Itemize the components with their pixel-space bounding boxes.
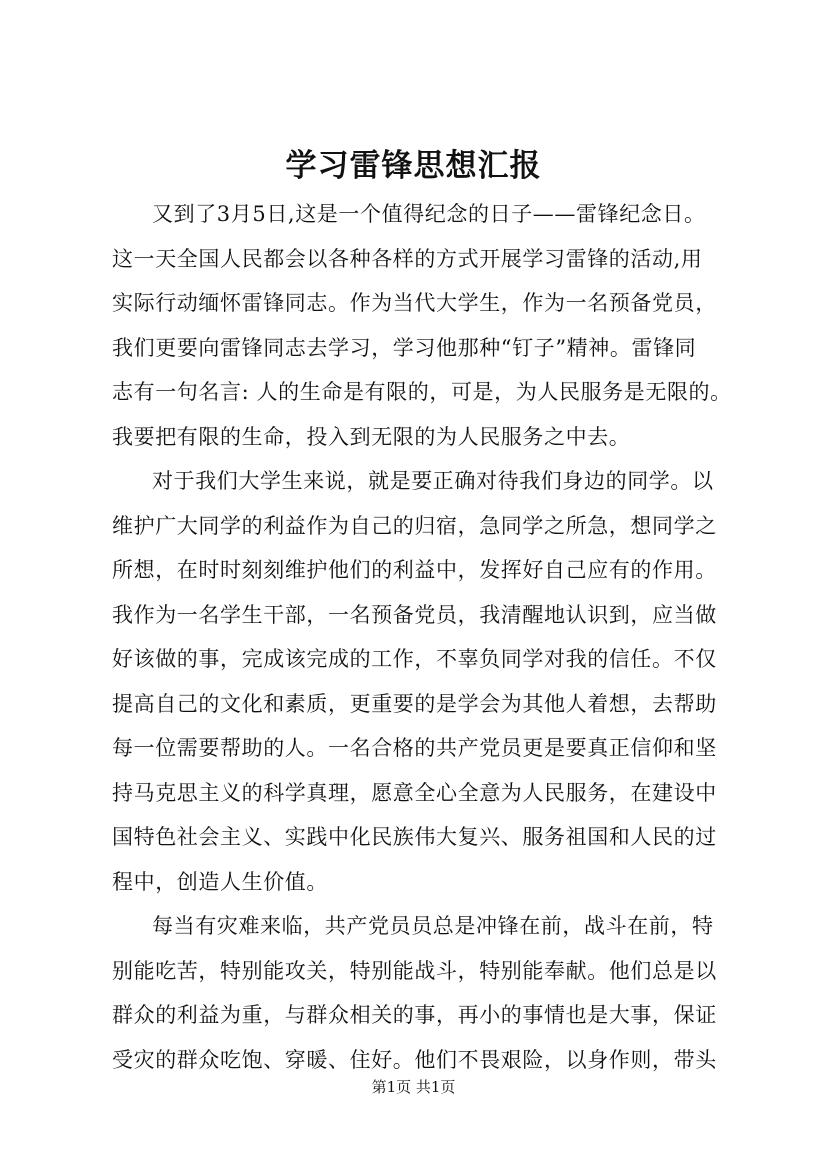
paragraph-3-line-3: 群众的利益为重，与群众相关的事，再小的事情也是大事，保证: [112, 1003, 717, 1027]
paragraph-1-line-3: 实际行动缅怀雷锋同志。作为当代大学生，作为一名预备党员，: [112, 291, 717, 315]
paragraph-1-line-5: 志有一句名言: 人的生命是有限的，可是，为人民服务是无限的。: [112, 380, 732, 404]
paragraph-2-line-5: 好该做的事，完成该完成的工作，不辜负同学对我的信任。不仅: [112, 647, 717, 671]
paragraph-1-line-1: 又到了3月5日,这是一个值得纪念的日子——雷锋纪念日。: [152, 202, 706, 226]
paragraph-1-line-6: 我要把有限的生命，投入到无限的为人民服务之中去。: [112, 424, 631, 449]
paragraph-1-line-4: 我们更要向雷锋同志去学习，学习他那种“钉子”精神。雷锋同: [112, 335, 697, 360]
paragraph-2-line-6: 提高自己的文化和素质，更重要的是学会为其他人着想，去帮助: [112, 691, 717, 716]
page-number-footer: 第1页 共1页: [371, 1078, 456, 1096]
paragraph-2-line-9: 国特色社会主义、实践中化民族伟大复兴、服务祖国和人民的过: [112, 825, 717, 849]
paragraph-3-line-1: 每当有灾难来临，共产党员员总是冲锋在前，战斗在前，特: [152, 914, 714, 938]
paragraph-2-line-4: 我作为一名学生干部，一名预备党员，我清醒地认识到，应当做: [112, 602, 717, 627]
paragraph-1-line-2: 这一天全国人民都会以各种各样的方式开展学习雷锋的活动,用: [112, 246, 703, 271]
document-title: 学习雷锋思想汇报: [285, 148, 542, 184]
paragraph-2-line-10: 程中，创造人生价值。: [112, 869, 328, 894]
paragraph-2-line-8: 持马克思主义的科学真理，愿意全心全意为人民服务，在建设中: [112, 780, 717, 805]
document-body: [112, 192, 732, 1082]
paragraph-2-line-3: 所想，在时时刻刻维护他们的利益中，发挥好自己应有的作用。: [112, 558, 717, 582]
paragraph-3-line-4: 受灾的群众吃饱、穿暖、住好。他们不畏艰险，以身作则，带头: [112, 1047, 717, 1072]
paragraph-2-line-7: 每一位需要帮助的人。一名合格的共产党员更是要真正信仰和坚: [112, 736, 717, 760]
paragraph-2-line-2: 维护广大同学的利益作为自己的归宿，急同学之所急，想同学之: [112, 513, 717, 538]
paragraph-3-line-2: 别能吃苦，特别能攻关，特别能战斗，特别能奉献。他们总是以: [112, 958, 717, 983]
paragraph-2-line-1: 对于我们大学生来说，就是要正确对待我们身边的同学。以: [152, 469, 714, 493]
